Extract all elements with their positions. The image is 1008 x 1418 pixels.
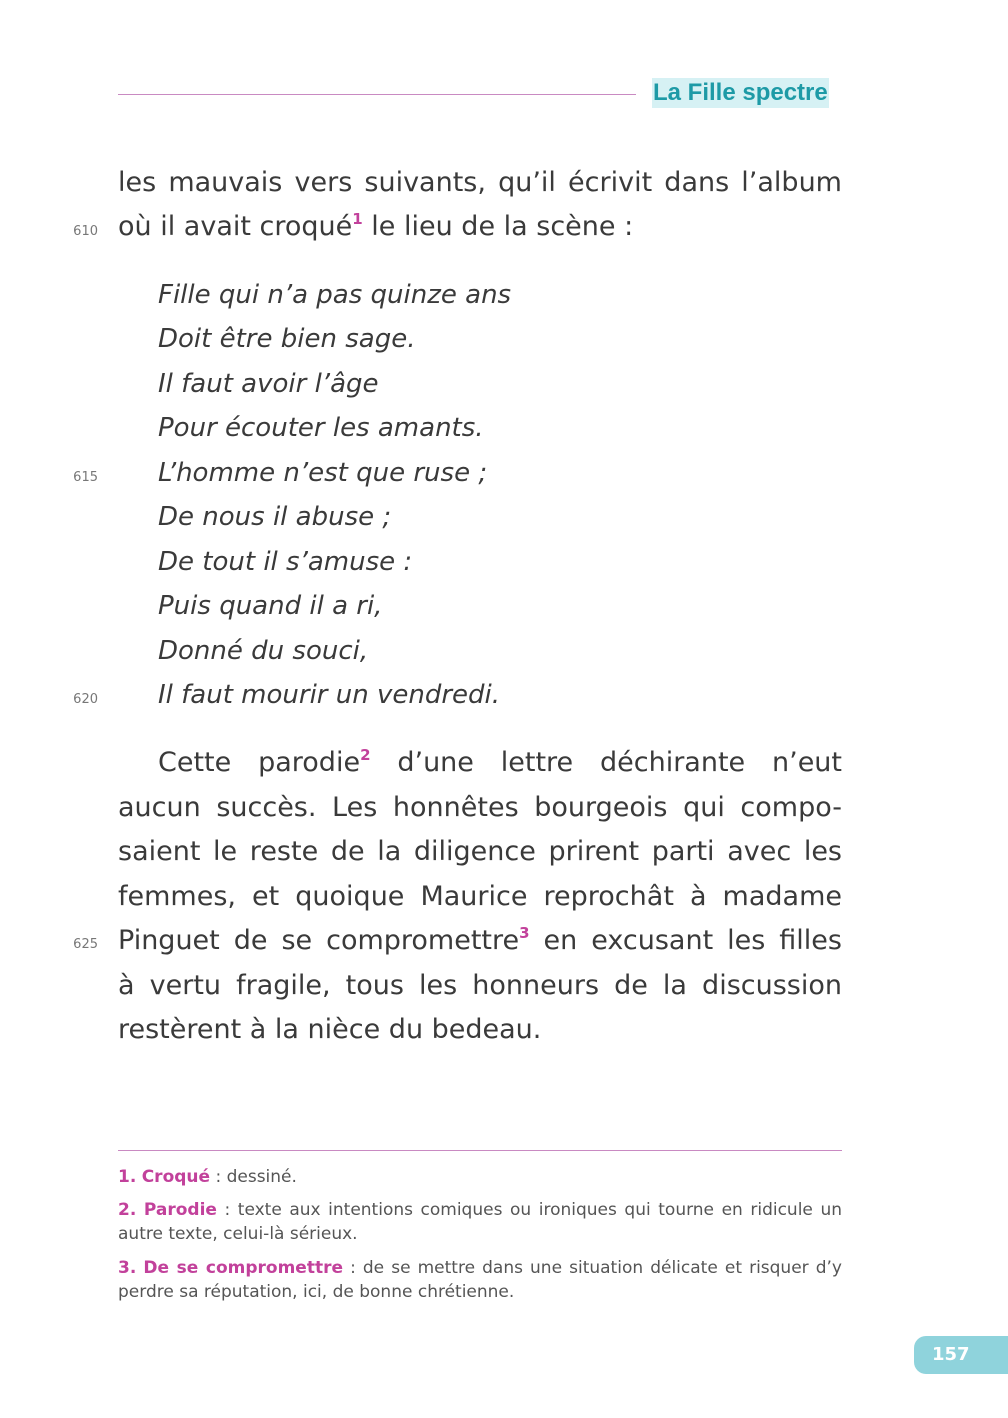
footnote xyxy=(118,1165,842,1189)
prose-text: où il avait croqué xyxy=(118,211,353,242)
verse-line: De nous il abuse ; xyxy=(158,502,392,532)
verse-line: Il faut mourir un vendredi. xyxy=(158,680,501,710)
footnote-term: Parodie xyxy=(143,1200,217,1220)
prose-text: en excusant les filles xyxy=(529,925,842,956)
line-number: 620 xyxy=(73,692,98,707)
prose-text: d’une lettre déchirante n’eut xyxy=(370,747,842,778)
prose-line: femmes, et quoique Maurice reprochât à madame xyxy=(118,881,842,912)
footnote-term: Croqué xyxy=(141,1167,211,1187)
prose-text: Cette parodie xyxy=(158,747,361,778)
footnote xyxy=(118,1256,842,1304)
footnote-rule xyxy=(118,1150,842,1151)
footnote-ref[interactable]: 2 xyxy=(360,746,371,764)
prose-text: Pinguet de se compromettre xyxy=(118,925,520,956)
verse-line: Pour écouter les amants. xyxy=(158,413,484,443)
verse-line: Fille qui n’a pas quinze ans xyxy=(158,280,512,310)
footnote-ref[interactable]: 3 xyxy=(519,924,530,942)
footnote-term: De se compromettre xyxy=(143,1258,343,1278)
footnote-text: : dessiné. xyxy=(210,1167,297,1187)
line-number: 610 xyxy=(73,224,98,239)
prose-line: les mauvais vers suivants, qu’il écrivit dans l’album xyxy=(118,167,842,198)
prose-line: à vertu fragile, tous les honneurs de la discussion xyxy=(118,970,842,1001)
verse-line: Il faut avoir l’âge xyxy=(158,369,379,399)
verse-line: De tout il s’amuse : xyxy=(158,547,413,577)
footnote-number: 3. xyxy=(118,1258,137,1278)
prose-line xyxy=(118,205,842,249)
footnote-number: 2. xyxy=(118,1200,137,1220)
prose-line: aucun succès. Les honnêtes bourgeois qui compo- xyxy=(118,792,842,823)
footnote-text: : texte aux intentions comiques ou ironiques qui tourne en ridicule un autre texte, celui-là sérieux. xyxy=(118,1200,842,1244)
verse-line: Puis quand il a ri, xyxy=(158,591,383,621)
prose-line xyxy=(118,741,842,785)
prose-text: le lieu de la scène : xyxy=(362,211,634,242)
verse-line: L’homme n’est que ruse ; xyxy=(158,458,488,488)
footnote-number: 1. xyxy=(118,1167,137,1187)
footnote-ref[interactable]: 1 xyxy=(352,210,363,228)
page-number-tab: 157 xyxy=(914,1336,1008,1374)
prose-line xyxy=(118,919,842,963)
line-number: 625 xyxy=(73,937,98,952)
header-rule xyxy=(118,94,636,95)
footnote-text: : de se mettre dans une situation délicate et risquer d’y perdre sa réputation, ici, de bonne chrétienne. xyxy=(118,1258,842,1302)
verse-line: Donné du souci, xyxy=(158,636,369,666)
prose-line: restèrent à la nièce du bedeau. xyxy=(118,1014,542,1045)
running-title: La Fille spectre xyxy=(653,79,828,106)
prose-line: saient le reste de la diligence prirent parti avec les xyxy=(118,836,842,867)
line-number: 615 xyxy=(73,470,98,485)
verse-line: Doit être bien sage. xyxy=(158,324,416,354)
footnote xyxy=(118,1198,842,1246)
